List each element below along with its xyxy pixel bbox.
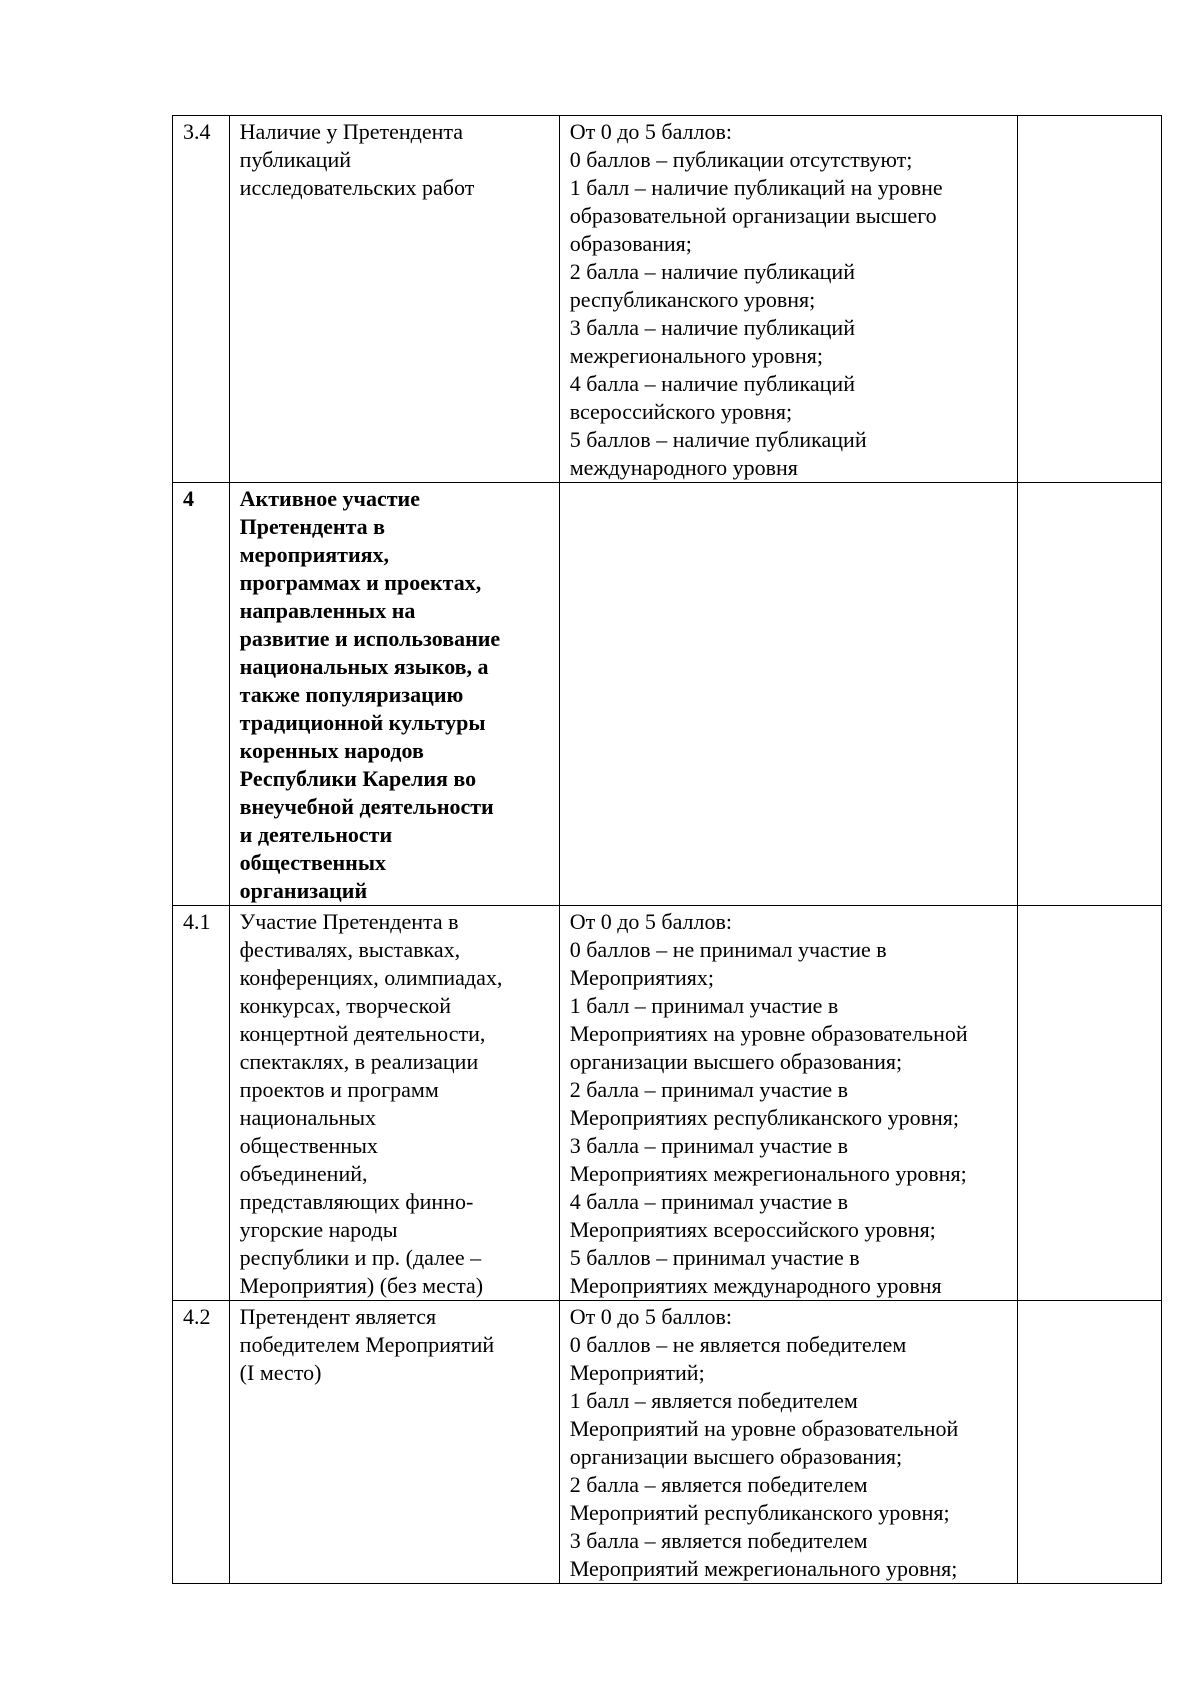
criterion-name-cell — [229, 906, 559, 1301]
scoring-line: республиканского уровня; — [569, 287, 816, 312]
criterion-name-line: (I место) — [239, 1360, 322, 1385]
table-row — [173, 1301, 1162, 1584]
scoring-line: образования; — [569, 231, 692, 256]
criterion-name-line: исследовательских работ — [239, 175, 475, 200]
criterion-name-line: республики и пр. (далее – — [239, 1245, 482, 1270]
criterion-name-line: коренных народов — [239, 738, 424, 763]
scoring-line: 5 баллов – наличие публикаций — [569, 427, 867, 452]
scoring-line: 0 баллов – публикации отсутствуют; — [569, 147, 913, 172]
scoring-line: 3 балла – наличие публикаций — [569, 315, 855, 340]
criterion-name-line: проектов и программ — [239, 1077, 439, 1102]
scoring-line: От 0 до 5 баллов: — [569, 909, 733, 934]
scoring-line: 3 балла – является победителем — [569, 1528, 868, 1553]
scoring-line: 2 балла – принимал участие в — [569, 1077, 849, 1102]
criterion-name-line: программах и проектах, — [239, 570, 482, 595]
table-row — [173, 483, 1162, 906]
scoring-line: организации высшего образования; — [569, 1444, 903, 1469]
criterion-name-line: представляющих финно- — [239, 1189, 474, 1214]
scoring-line: 1 балл – принимал участие в — [569, 993, 839, 1018]
criterion-name-line: спектаклях, в реализации — [239, 1049, 479, 1074]
scoring-line: межрегионального уровня; — [569, 343, 824, 368]
criterion-name-line: национальных — [239, 1105, 377, 1130]
scoring-line: Мероприятий на уровне образовательной — [569, 1416, 959, 1441]
criterion-name-line: развитие и использование — [239, 626, 501, 651]
criterion-name-line: Наличие у Претендента — [239, 119, 464, 144]
scoring-description-cell — [559, 1301, 1017, 1584]
criterion-name-line: общественных — [239, 1133, 378, 1158]
criterion-name-line: общественных — [239, 850, 387, 875]
scoring-description-cell — [559, 116, 1017, 483]
scoring-line: Мероприятиях международного уровня — [569, 1273, 942, 1298]
scoring-line: 4 балла – принимал участие в — [569, 1189, 849, 1214]
scoring-line: Мероприятиях межрегионального уровня; — [569, 1161, 967, 1186]
scoring-line: 4 балла – наличие публикаций — [569, 371, 855, 396]
scoring-description-cell — [559, 906, 1017, 1301]
score-cell — [1017, 116, 1161, 483]
scoring-line: От 0 до 5 баллов: — [569, 1304, 733, 1329]
scoring-line: Мероприятиях на уровне образовательной — [569, 1021, 968, 1046]
criterion-name-line: концертной деятельности, — [239, 1021, 486, 1046]
criterion-name-line: организаций — [239, 878, 368, 903]
criterion-name-line: публикаций — [239, 147, 351, 172]
criterion-name-line: Республики Карелия во — [239, 766, 477, 791]
scoring-line: Мероприятий; — [569, 1360, 705, 1385]
criterion-name-line: Претендент является — [239, 1304, 437, 1329]
row-number-cell: 4 — [173, 483, 230, 906]
criterion-name-line: конференциях, олимпиадах, — [239, 965, 503, 990]
criterion-name-line: мероприятиях, — [239, 542, 390, 567]
score-cell — [1017, 483, 1161, 906]
criterion-name-line: Активное участие — [239, 486, 420, 511]
criterion-name-cell — [229, 483, 559, 906]
score-cell — [1017, 1301, 1161, 1584]
scoring-line: 0 баллов – не является победителем — [569, 1332, 907, 1357]
scoring-line: 2 балла – является победителем — [569, 1472, 868, 1497]
criterion-name-line: направленных на — [239, 598, 416, 623]
table-row — [173, 906, 1162, 1301]
criterion-name-line: фестивалях, выставках, — [239, 937, 461, 962]
criterion-name-line: конкурсах, творческой — [239, 993, 451, 1018]
criterion-name-line: и деятельности — [239, 822, 393, 847]
scoring-line: организации высшего образования; — [569, 1049, 903, 1074]
criteria-table — [172, 115, 1162, 1584]
scoring-line: Мероприятиях; — [569, 965, 715, 990]
criterion-name-cell — [229, 1301, 559, 1584]
table-row — [173, 116, 1162, 483]
criterion-name-line: также популяризацию — [239, 682, 464, 707]
criterion-name-line: Участие Претендента в — [239, 909, 459, 934]
scoring-description-cell — [559, 483, 1017, 906]
scoring-line: образовательной организации высшего — [569, 203, 937, 228]
scoring-line: Мероприятий республиканского уровня; — [569, 1500, 950, 1525]
criterion-name-line: победителем Мероприятий — [239, 1332, 495, 1357]
scoring-line: 2 балла – наличие публикаций — [569, 259, 855, 284]
criterion-name-line: объединений, — [239, 1161, 368, 1186]
scoring-line: 0 баллов – не принимал участие в — [569, 937, 887, 962]
scoring-line: 3 балла – принимал участие в — [569, 1133, 849, 1158]
criterion-name-line: угорские народы — [239, 1217, 398, 1242]
criterion-name-line: традиционной культуры — [239, 710, 486, 735]
score-cell — [1017, 906, 1161, 1301]
row-number-cell: 4.2 — [173, 1301, 230, 1584]
scoring-line: международного уровня — [569, 455, 798, 480]
row-number-cell: 3.4 — [173, 116, 230, 483]
criterion-name-line: национальных языков, а — [239, 654, 489, 679]
row-number-cell: 4.1 — [173, 906, 230, 1301]
scoring-line: 1 балл – является победителем — [569, 1388, 858, 1413]
criterion-name-line: внеучебной деятельности — [239, 794, 494, 819]
scoring-line: всероссийского уровня; — [569, 399, 793, 424]
criterion-name-line: Мероприятия) (без места) — [239, 1273, 484, 1298]
scoring-line: Мероприятиях республиканского уровня; — [569, 1105, 959, 1130]
scoring-line: Мероприятий межрегионального уровня; — [569, 1556, 958, 1581]
scoring-line: От 0 до 5 баллов: — [569, 119, 733, 144]
criterion-name-cell — [229, 116, 559, 483]
scoring-line: 5 баллов – принимал участие в — [569, 1245, 860, 1270]
scoring-line: Мероприятиях всероссийского уровня; — [569, 1217, 936, 1242]
scoring-line: 1 балл – наличие публикаций на уровне — [569, 175, 943, 200]
criterion-name-line: Претендента в — [239, 514, 386, 539]
